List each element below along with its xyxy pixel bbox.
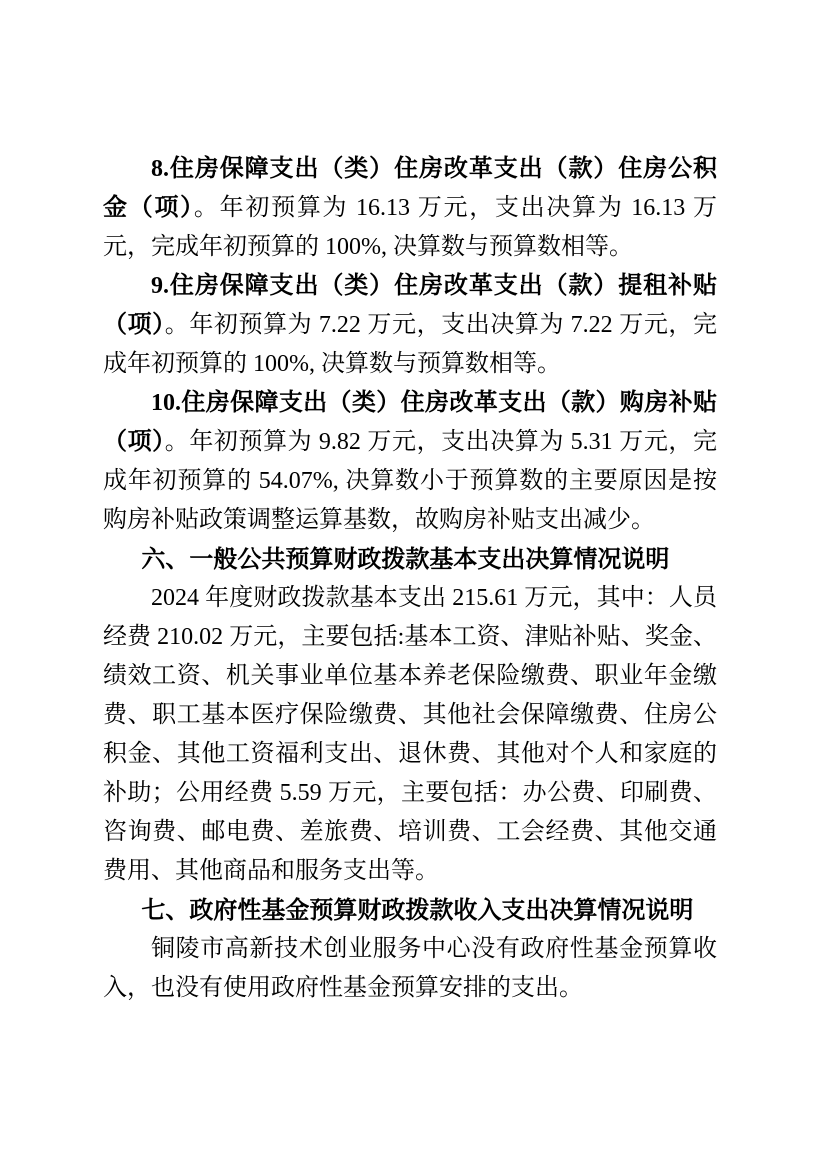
budget-item-9-lead: 9.住房保障支出（类）住房改革支出（款）提租补贴（项）: [103, 273, 717, 338]
budget-item-8-text: 。年初预算为 16.13 万元，支出决算为 16.13 万元，完成年初预算的 100%, 决算数与预算数相等。: [103, 195, 718, 260]
section-7-paragraph: 铜陵市高新技术创业服务中心没有政府性基金预算收入，也没有使用政府性基金预算安排的支出。: [103, 936, 717, 1001]
budget-item-10-lead: 10.住房保障支出（类）住房改革支出（款）购房补贴（项）: [103, 390, 717, 455]
section-6-paragraph: 2024 年度财政拨款基本支出 215.61 万元，其中：人员经费 210.02 万元，主要包括:基本工资、津贴补贴、奖金、绩效工资、机关事业单位基本养老保险缴费、职业年金缴费、职工基本医疗保险缴费、其他社会保障缴费、住房公积金、其他工资福利支出、退休费、其他对个人和家庭的补助；公用经费 5.59 万元，主要包括：办公费、印刷费、咨询费、邮电费、差旅费、培训费、工会经费、其他交通费用、其他商品和服务支出等。: [103, 585, 717, 884]
budget-item-9-text: 。年初预算为 7.22 万元，支出决算为 7.22 万元，完成年初预算的 100%, 决算数与预算数相等。: [103, 312, 717, 377]
budget-item-10-text: 。年初预算为 9.82 万元，支出决算为 5.31 万元，完成年初预算的 54.07%, 决算数小于预算数的主要原因是按购房补贴政策调整运算基数，故购房补贴支出减少。: [103, 429, 717, 533]
section-heading-7: 七、政府性基金预算财政拨款收入支出决算情况说明: [141, 897, 694, 924]
budget-item-paragraph-9: [103, 267, 717, 384]
budget-item-8-lead: 8.住房保障支出（类）住房改革支出（款）住房公积金（项）: [103, 156, 717, 221]
section-heading-6: 六、一般公共预算财政拨款基本支出决算情况说明: [141, 546, 670, 573]
budget-item-paragraph-10: [103, 384, 717, 540]
document-body: [103, 150, 717, 1008]
budget-item-paragraph-8: [103, 150, 717, 267]
